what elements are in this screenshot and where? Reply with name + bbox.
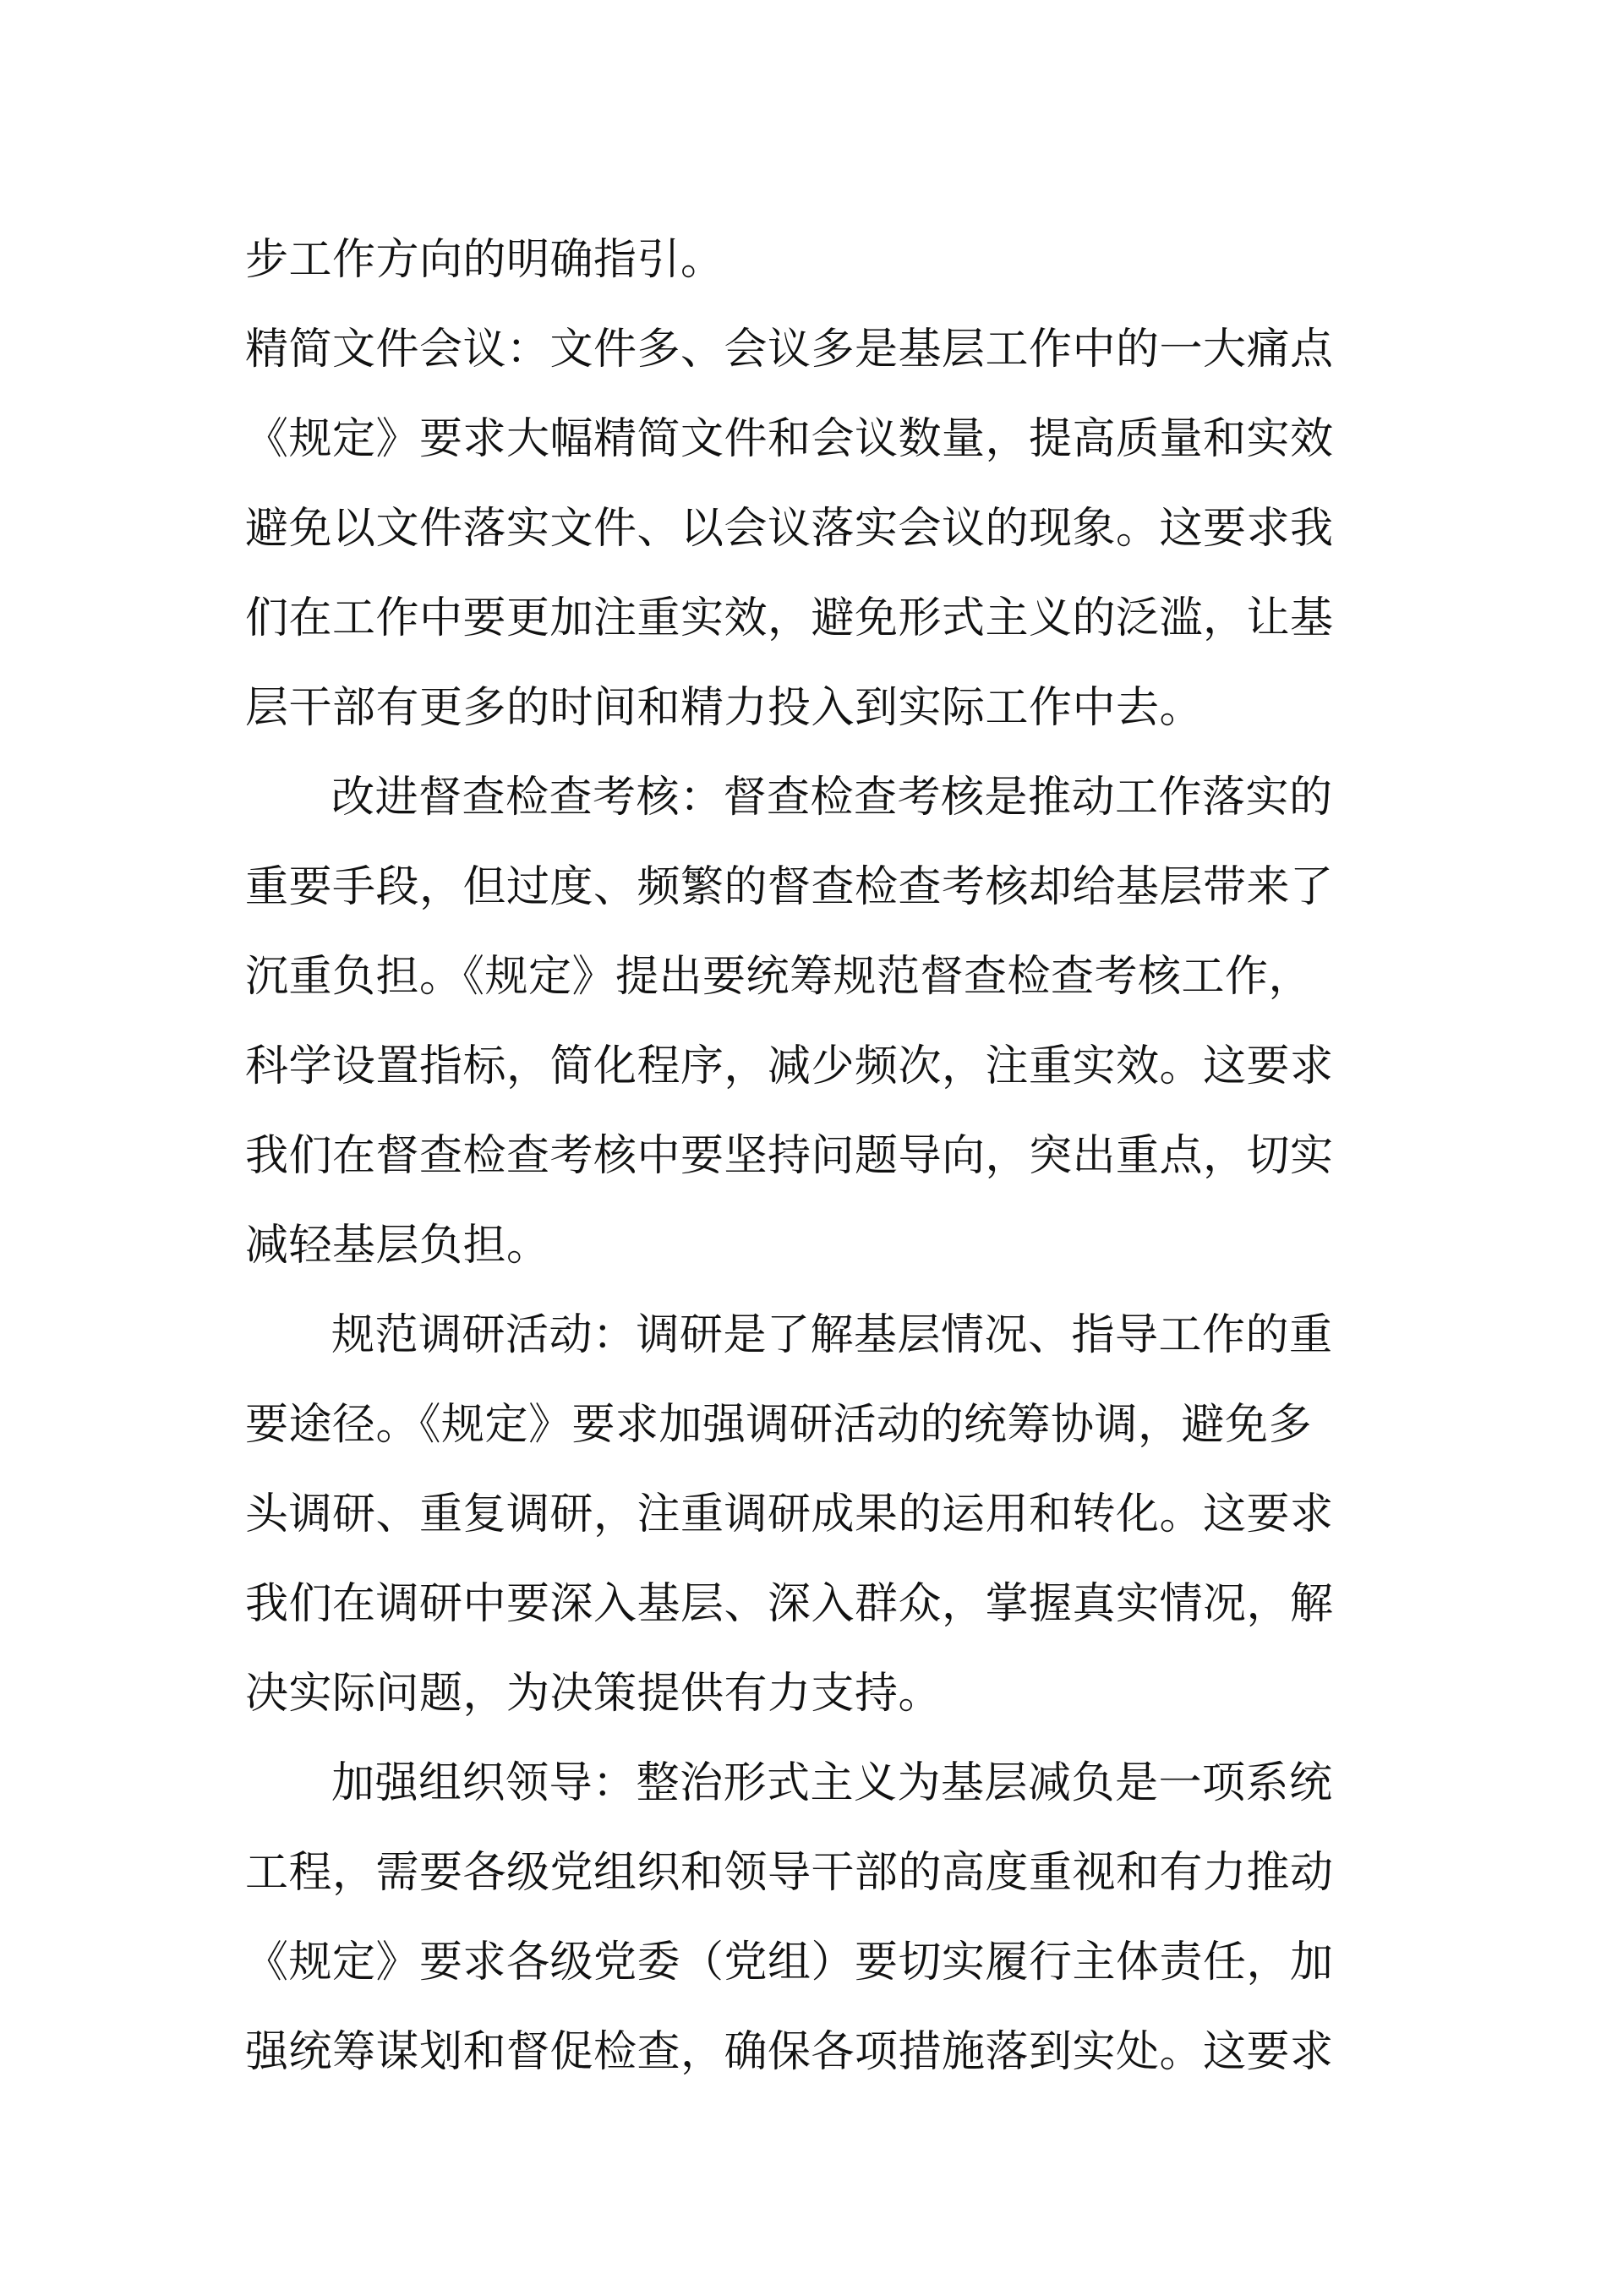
text-line: 科学设置指标，简化程序，减少频次，注重实效。这要求 bbox=[245, 1041, 1334, 1091]
text-line: 步工作方向的明确指引。 bbox=[245, 235, 724, 285]
text-line: 要途径。《规定》要求加强调研活动的统筹协调，避免多 bbox=[245, 1400, 1313, 1450]
text-line: 重要手段，但过度、频繁的督查检查考核却给基层带来了 bbox=[245, 862, 1334, 912]
text-line: 决实际问题，为决策提供有力支持。 bbox=[245, 1669, 943, 1719]
text-line: 层干部有更多的时间和精力投入到实际工作中去。 bbox=[245, 683, 1204, 733]
text-line: 精简文件会议：文件多、会议多是基层工作中的一大痛点 bbox=[245, 325, 1334, 374]
text-line: 避免以文件落实文件、以会议落实会议的现象。这要求我 bbox=[245, 504, 1334, 554]
text-line: 沉重负担。《规定》提出要统筹规范督查检查考核工作， bbox=[245, 952, 1313, 1002]
text-line: 头调研、重复调研，注重调研成果的运用和转化。这要求 bbox=[245, 1490, 1334, 1539]
paragraph-start-line: 改进督查检查考核：督查检查考核是推动工作落实的 bbox=[331, 773, 1333, 823]
text-line: 《规定》要求大幅精简文件和会议数量，提高质量和实效 bbox=[245, 414, 1334, 464]
text-line: 我们在调研中要深入基层、深入群众，掌握真实情况，解 bbox=[245, 1579, 1334, 1629]
paragraph-start-line: 规范调研活动：调研是了解基层情况、指导工作的重 bbox=[331, 1310, 1333, 1360]
paragraph-start-line: 加强组织领导：整治形式主义为基层减负是一项系统 bbox=[331, 1758, 1333, 1808]
text-line: 减轻基层负担。 bbox=[245, 1221, 550, 1271]
text-line: 们在工作中要更加注重实效，避免形式主义的泛滥，让基 bbox=[245, 593, 1334, 643]
text-line: 工程，需要各级党组织和领导干部的高度重视和有力推动 bbox=[245, 1848, 1334, 1898]
body-text bbox=[245, 216, 1386, 2097]
text-line: 强统筹谋划和督促检查，确保各项措施落到实处。这要求 bbox=[245, 2027, 1334, 2077]
text-line: 《规定》要求各级党委（党组）要切实履行主体责任，加 bbox=[245, 1938, 1334, 1987]
text-line: 我们在督查检查考核中要坚持问题导向，突出重点，切实 bbox=[245, 1131, 1334, 1181]
